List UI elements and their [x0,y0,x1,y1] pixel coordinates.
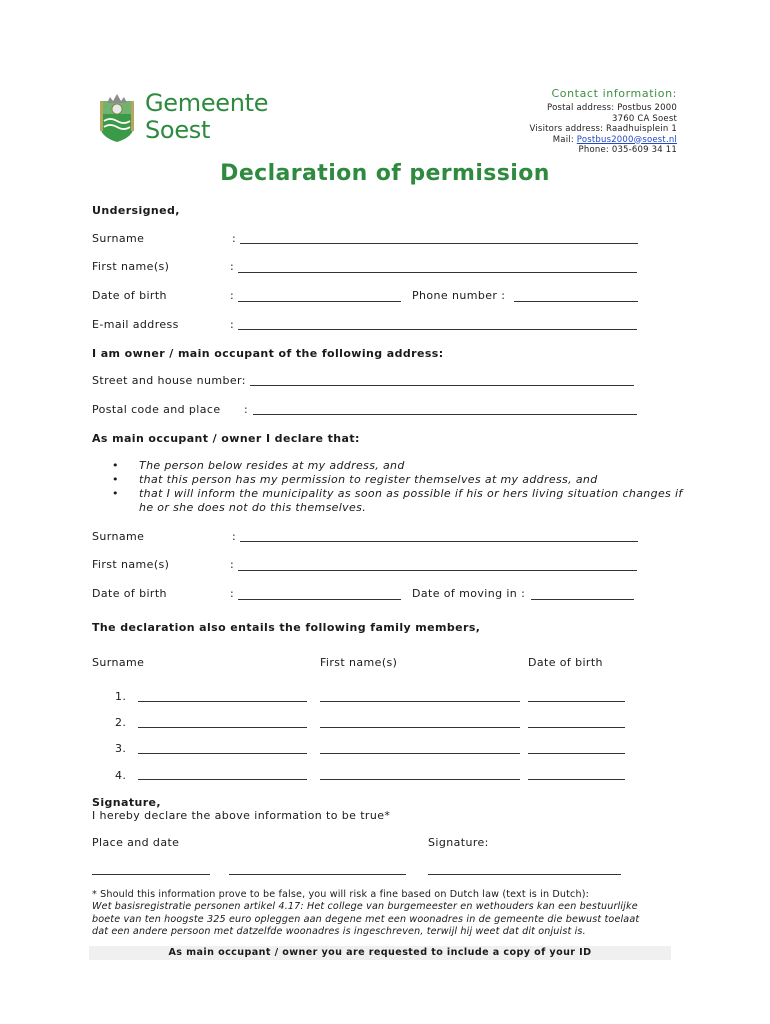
signature-heading: Signature, [92,796,161,809]
email-field[interactable] [238,329,637,330]
street-field[interactable] [250,385,634,386]
email-label: E-mail address [92,318,179,331]
mail-label: Mail: [552,134,577,145]
first-names-field[interactable] [238,272,637,273]
family-row-number: 2. [115,716,127,729]
family-first-names-field[interactable] [320,701,520,702]
municipality-crest-logo [98,91,136,143]
person-first-names-colon: : [230,558,234,571]
postal-label: Postal code and place [92,403,221,416]
family-surname-field[interactable] [138,753,307,754]
family-surname-field[interactable] [138,727,307,728]
mail-link[interactable]: Postbus2000@soest.nl [576,134,677,145]
family-row-number: 1. [115,690,127,703]
phone-line: Phone: 035-609 34 11 [578,145,677,155]
surname-label: Surname [92,232,145,245]
moving-date-label: Date of moving in : [412,587,526,600]
person-surname-label: Surname [92,530,145,543]
contact-title: Contact information: [551,87,677,100]
place-field[interactable] [92,874,210,875]
family-dob-field[interactable] [528,779,625,780]
moving-date-field[interactable] [531,599,634,600]
signature-field[interactable] [428,874,621,875]
person-first-names-label: First name(s) [92,558,170,571]
family-first-names-field[interactable] [320,727,520,728]
declaration-item: • that I will inform the municipality as soon as possible if his or hers living situation changes if he or she does not do this themselves. [112,487,687,515]
logo-line-gemeente: Gemeente [145,89,269,117]
postal-colon: : [244,403,248,416]
visitors-address: Visitors address: Raadhuisplein 1 [529,124,677,134]
contact-information [530,87,677,156]
person-surname-field[interactable] [240,541,638,542]
place-date-label: Place and date [92,836,180,849]
person-first-names-field[interactable] [238,570,637,571]
dob-colon: : [230,289,234,302]
family-dob-field[interactable] [528,753,625,754]
postal-address: Postal address: Postbus 2000 [547,103,677,113]
person-dob-colon: : [230,587,234,600]
family-col-dob: Date of birth [528,656,603,669]
postal-city: 3760 CA Soest [612,113,677,124]
declare-heading: As main occupant / owner I declare that: [92,432,360,445]
first-names-label: First name(s) [92,260,170,273]
declaration-list [112,459,687,515]
id-copy-notice: As main occupant / owner you are requested to include a copy of your ID [89,946,671,960]
family-row-number: 3. [115,742,127,755]
surname-field[interactable] [240,243,638,244]
family-dob-field[interactable] [528,701,625,702]
page-title: Declaration of permission [220,161,550,186]
street-label: Street and house number: [92,374,246,387]
address-heading: I am owner / main occupant of the following address: [92,347,444,360]
family-surname-field[interactable] [138,779,307,780]
dob-label: Date of birth [92,289,167,302]
surname-colon: : [232,232,236,245]
signature-label: Signature: [428,836,489,849]
declaration-item: • that this person has my permission to register themselves at my address, and [112,473,687,487]
family-row-number: 4. [115,769,127,782]
family-surname-field[interactable] [138,701,307,702]
email-colon: : [230,318,234,331]
declaration-item: • The person below resides at my address, and [112,459,687,473]
undersigned-heading: Undersigned, [92,204,180,217]
footnote-dutch-law: Wet basisregistratie personen artikel 4.17: Het college van burgemeester en wethouders kan een bestuurlijke boete van ten hoogste 325 euro opleggen aan degene met een woonadres in de gemeente die bewust toelaat dat een andere persoon met datzelfde woonadres is ingeschreven, terwijl hij weet dat dit onjuist is. [92,901,640,937]
phone-field[interactable] [514,301,638,302]
legal-footnote [92,889,652,938]
family-first-names-field[interactable] [320,779,520,780]
logo-line-soest: Soest [145,116,211,144]
date-field[interactable] [229,874,406,875]
person-dob-label: Date of birth [92,587,167,600]
family-col-first-names: First name(s) [320,656,398,669]
family-heading: The declaration also entails the following family members, [92,621,481,634]
person-dob-field[interactable] [238,599,401,600]
mail-line [530,135,677,146]
signature-statement: I hereby declare the above information to be true* [92,809,391,822]
postal-field[interactable] [253,414,637,415]
dob-field[interactable] [238,301,401,302]
family-dob-field[interactable] [528,727,625,728]
municipality-name-logo [145,90,268,144]
family-first-names-field[interactable] [320,753,520,754]
family-col-surname: Surname [92,656,145,669]
first-names-colon: : [230,260,234,273]
footnote-warning: * Should this information prove to be false, you will risk a fine based on Dutch law (text is in Dutch): [92,889,589,900]
phone-label: Phone number : [412,289,506,302]
person-surname-colon: : [232,530,236,543]
